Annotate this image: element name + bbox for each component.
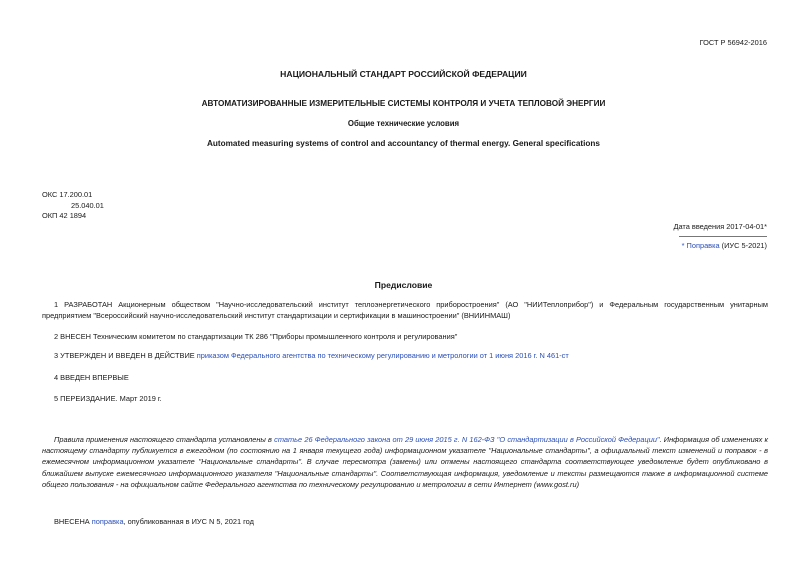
amendment-star: * xyxy=(681,241,687,250)
order-link[interactable]: приказом Федерального агентства по техническому регулированию и метрологии от 1 июня 2016 г. N 461-ст xyxy=(196,351,569,360)
amendment-link[interactable]: Поправка xyxy=(686,241,720,250)
preface-item-3-text: 3 УТВЕРЖДЕН И ВВЕДЕН В ДЕЙСТВИЕ xyxy=(54,351,197,360)
footer-text-2: , опубликованная в ИУС N 5, 2021 год xyxy=(123,517,254,526)
okp-code: ОКП 42 1894 xyxy=(42,211,87,220)
oks-code-2: 25.040.01 xyxy=(71,201,104,210)
preface-item-2: 2 ВНЕСЕН Техническим комитетом по стандартизации ТК 286 "Приборы промышленного контроля и регулирования" xyxy=(54,332,458,341)
footer-text-1: ВНЕСЕНА xyxy=(54,517,92,526)
amendment-issue: (ИУС 5-2021) xyxy=(719,241,767,250)
amendment-footer xyxy=(54,517,254,526)
preface-item-1: 1 РАЗРАБОТАН Акционерным обществом "Научно-исследовательский институт теплоэнергетического приборостроения" (АО "НИИТеплоприбор") и Федеральным государственным унитарным предприятием "Всероссийский научно-исследовательский институт стандартизации и сертификации в машиностроении" (ВНИИНМАШ) xyxy=(42,300,768,321)
oks-code-1: ОКС 17.200.01 xyxy=(42,190,93,199)
english-title: Automated measuring systems of control and accountancy of thermal energy. General specifications xyxy=(207,139,600,148)
standard-heading: НАЦИОНАЛЬНЫЙ СТАНДАРТ РОССИЙСКОЙ ФЕДЕРАЦИИ xyxy=(280,69,527,79)
rules-paragraph xyxy=(42,434,768,490)
introduction-date: Дата введения 2017-04-01* xyxy=(673,222,767,231)
document-title: АВТОМАТИЗИРОВАННЫЕ ИЗМЕРИТЕЛЬНЫЕ СИСТЕМЫ КОНТРОЛЯ И УЧЕТА ТЕПЛОВОЙ ЭНЕРГИИ xyxy=(201,99,606,108)
date-divider xyxy=(679,236,767,237)
preface-heading: Предисловие xyxy=(374,280,433,290)
amendment-note xyxy=(682,241,767,250)
rules-text-2: . Информация об изменениях к настоящему стандарту публикуется в ежегодном (по состоянию на 1 января текущего года) информационном указателе "Национальные стандарты", а официальный текст изменений и поправок - в ежемесячном информационном указателе "Национальные стандарты". В случае пересмотра (замены) или отмены настоящего стандарта соответствующее уведомление будет опубликовано в ближайшем выпуске ежемесячного информационного указателя "Национальные стандарты". Соответствующая информация, уведомление и тексты размещаются также в информационной системе общего пользования - на официальном сайте Федерального агентства по техническому регулированию и метрологии в сети Интернет (www.gost.ru) xyxy=(42,435,769,489)
document-id: ГОСТ Р 56942-2016 xyxy=(699,38,767,47)
preface-item-5: 5 ПЕРЕИЗДАНИЕ. Март 2019 г. xyxy=(54,394,162,403)
preface-item-4: 4 ВВЕДЕН ВПЕРВЫЕ xyxy=(54,373,129,382)
document-subtitle: Общие технические условия xyxy=(347,119,460,128)
rules-text-1: Правила применения настоящего стандарта установлены в xyxy=(54,435,275,444)
preface-item-3 xyxy=(42,350,768,361)
footer-amendment-link[interactable]: поправка xyxy=(91,517,124,526)
federal-law-link[interactable]: статье 26 Федерального закона от 29 июня 2015 г. N 162-ФЗ "О стандартизации в Российской Федерации" xyxy=(274,435,660,444)
